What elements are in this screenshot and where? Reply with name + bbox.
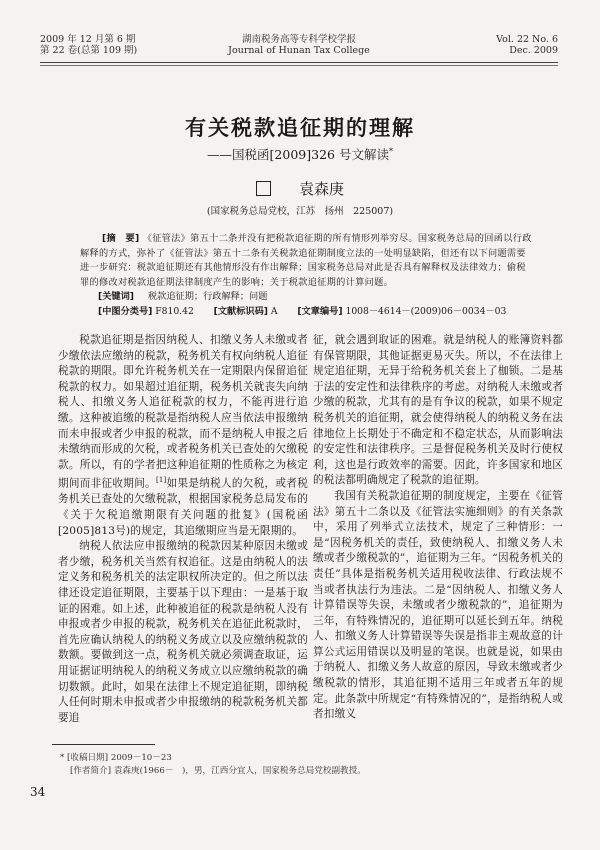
paragraph-text: 我国有关税款追征期的制度规定，主要在《征管法》第五十二条以及《征管法实施细则》的有关条款中，采用了列举式立法技术，规定了三种情形：一是“因税务机关的责任，致使纳税人、扣缴义务人未缴或者少缴税款的”，追征期为三年。“因税务机关的责任”具体是指税务机关适用税收法律、行政法规不当或者执法行为违法。二是“因纳税人、扣缴义务人计算错误等失误，未缴或者少缴税款的”，追征期为三年，有特殊情况的，追征期可以延长到五年。纳税人、扣缴义务人计算错误等失误是指非主观故意的计算公式运用错误以及明显的笔误。也就是说，如果由于纳税人、扣缴义务人故意的原因，导致未缴或者少缴税款的情形，其追征期不适用三年或者五年的规定。此条款中所规定“有特殊情况的”，是指纳税人或者扣缴义 <box>313 489 563 721</box>
paragraph-text: 征，就会遇到取证的困难。就是纳税人的账簿资料都有保管期限，其他证据更易灭失。所以，不在法律上规定追征期，无异于给税务机关套上了枷锁。二是基于法的安定性和法律秩序的考虑。对纳税人未缴或者少缴的税款，尤其有的是有争议的税款，如果不规定税务机关的追征期，就会使得纳税人的纳税义务在法律地位上长期处于不确定和不稳定状态，从而影响法的安定性和法律秩序。三是督促税务机关及时行使权利，这也是行政效率的需要。因此，许多国家和地区的税法都明确规定了税款的追征期。 <box>313 334 563 487</box>
body-column-left <box>58 333 308 726</box>
author-box-icon <box>256 181 271 196</box>
body-paragraph <box>58 539 308 726</box>
article-no-value: 1008－4614－(2009)06－0034－03 <box>345 306 507 317</box>
running-header <box>40 34 558 72</box>
header-volume: 第 22 卷(总第 109 期) <box>40 45 138 56</box>
clc-label: [中图分类号] <box>98 306 153 317</box>
header-rule <box>40 62 558 63</box>
paragraph-text: 纳税人依法应申报缴纳的税款因某种原因未缴或者少缴，税务机关当然有权追征。这是由纳税人的法定义务和税务机关的法定职权所决定的。但之所以法律还设定追征期限，主要基于以下理由：一是基于取证的困难。如上述，此种被追征的税款是纳税人没有申报或者少申报的税款，税务机关在追征此税款时，首先应确认纳税人的纳税义务成立以及应缴纳税款的数额。要做到这一点，税务机关就必须调查取证，运用证据证明纳税人的纳税义务成立以应缴纳税款的确切数额。此时，如果在法律上不规定追征期，即纳税人任何时期未申报或者少申报缴纳的税款税务机关都要追 <box>58 540 308 724</box>
paragraph-text: 如果是纳税人的欠税，或者税务机关已查处的欠缴税款，根据国家税务总局发布的《关于欠税追缴期限有关问题的批复》(国税函[2005]813号)的规定，其追缴期应当是无限期的。 <box>58 477 308 537</box>
journal-name-cn: 湖南税务高等专科学校学报 <box>241 34 356 45</box>
author-name: 袁森庚 <box>298 180 344 198</box>
article-title: 有关税款追征期的理解 <box>185 116 415 140</box>
abstract-label: [摘 要] <box>102 233 140 244</box>
header-month: Dec. 2009 <box>509 45 558 56</box>
abstract-text: 《征管法》第五十二条并没有把税款追征期的所有情形列举穷尽。国家税务总局的回函以行政解释的方式，弥补了《征管法》第五十二条有关税款追征期制度立法的一处明显缺陷，但还有以下问题需要进一步研究：税款追征期还有其他情形没有作出解释；国家税务总局对此是否具有解释权及法律效力；偷税罪的修改对税款追征期法律制度产生的影响；关于税款追征期的计算问题。 <box>80 233 532 288</box>
footnote-author <box>70 765 366 778</box>
paragraph-text: 税款追征期是指因纳税人、扣缴义务人未缴或者少缴依法应缴纳的税款，税务机关有权向纳税人追征税款的期限。即允许税务机关在一定期限内保留追征税款的权力。如果超过追征期，税务机关就丧失向纳税人、扣缴义务人追征税款的权力，不能再进行追缴。这种被追缴的税款是指纳税人应当依法申报缴纳而未申报或者少申报的税款，而不是纳税人申报之后未缴纳而形成的欠税，或者税务机关已查处的欠缴税款。所以，有的学者把这种追征期的性质称之为核定期间而非征收期间。 <box>58 334 308 490</box>
citation-ref: [1] <box>155 476 167 485</box>
article-subtitle <box>0 145 600 163</box>
footnote-mark: * <box>60 753 65 763</box>
received-date: 2009－10－23 <box>110 753 172 763</box>
keywords <box>98 290 267 304</box>
header-volume-en <box>496 34 558 56</box>
keywords-text: 税款追征期；行政解释；问题 <box>147 291 268 302</box>
footnote-mark: * <box>388 146 393 156</box>
page-number: 34 <box>30 785 46 799</box>
body-paragraph <box>313 489 563 723</box>
article-no-label: [文章编号] <box>297 306 343 317</box>
header-vol-no: Vol. 22 No. 6 <box>496 34 558 45</box>
journal-name-en: Journal of Hunan Tax College <box>228 45 370 56</box>
received-label: [收稿日期] <box>67 753 109 763</box>
header-date: 2009 年 12 月第 6 期 <box>40 34 136 45</box>
body-paragraph <box>58 333 308 539</box>
doc-code-value: A <box>270 306 278 317</box>
keywords-label: [关键词] <box>98 291 134 302</box>
body-column-right <box>313 333 563 723</box>
classification-line <box>98 305 506 319</box>
abstract <box>80 232 532 290</box>
doc-code-label: [文献标识码] <box>213 306 268 317</box>
author-bio: 袁森庚(1966－ )，男，江西分宜人，国家税务总局党校副教授。 <box>113 766 366 776</box>
clc-value: F810.42 <box>155 306 194 317</box>
footnote-rule <box>52 744 155 745</box>
author-affiliation: (国家税务总局党校，江苏 扬州 225007) <box>206 206 394 217</box>
header-rule-thin <box>40 65 558 66</box>
subtitle-text: ——国税函[2009]326 号文解读 <box>207 147 389 162</box>
header-journal-name <box>40 34 558 56</box>
author-bio-label: [作者简介] <box>70 766 112 776</box>
author-line <box>0 178 600 199</box>
body-paragraph <box>313 333 563 489</box>
footnote-received <box>60 752 172 765</box>
